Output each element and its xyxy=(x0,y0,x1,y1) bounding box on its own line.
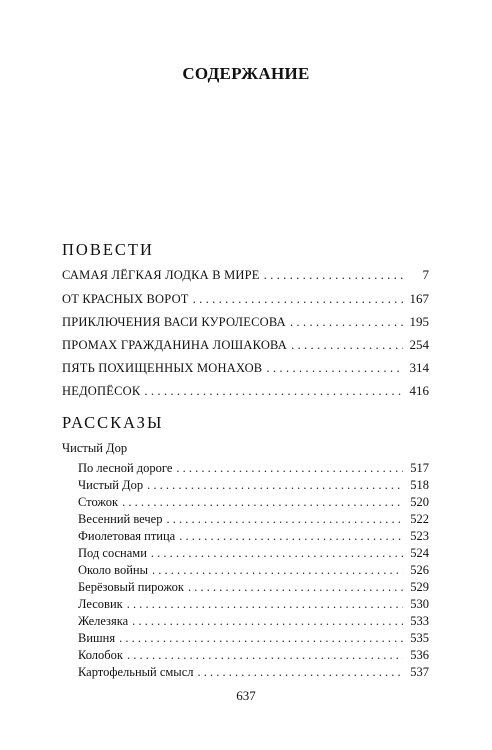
toc-entry-title: ПЯТЬ ПОХИЩЕННЫХ МОНАХОВ xyxy=(62,361,263,375)
toc-entry[interactable] xyxy=(78,527,429,545)
toc-entry-page: 529 xyxy=(410,580,429,594)
toc-entry-title: Вишня xyxy=(78,631,116,645)
dot-leader xyxy=(119,629,403,647)
toc-entry[interactable] xyxy=(78,595,429,613)
dot-leader xyxy=(198,663,404,681)
dot-leader xyxy=(176,459,403,477)
toc-entry[interactable] xyxy=(78,629,429,647)
toc-entry[interactable] xyxy=(78,578,429,596)
page-title: СОДЕРЖАНИЕ xyxy=(182,64,310,83)
toc-entry-page: 517 xyxy=(410,461,429,475)
dot-leader xyxy=(166,510,403,528)
toc-entry-page: 254 xyxy=(409,337,429,352)
dot-leader xyxy=(291,336,403,354)
section-heading-rasskazy: РАССКАЗЫ xyxy=(62,413,164,432)
toc-entry-page: 195 xyxy=(409,314,429,329)
toc-entry-title: Под соснами xyxy=(78,546,147,560)
dot-leader xyxy=(264,266,403,284)
page-number: 637 xyxy=(236,688,256,703)
toc-entry-page: 523 xyxy=(410,529,429,543)
toc-entry[interactable] xyxy=(78,663,429,681)
dot-leader xyxy=(266,359,403,377)
toc-entry[interactable] xyxy=(78,459,429,477)
toc-entry-title: ПРОМАХ ГРАЖДАНИНА ЛОШАКОВА xyxy=(62,338,288,352)
toc-entry[interactable] xyxy=(78,493,429,511)
toc-entry-title: Картофельный смысл xyxy=(78,665,194,679)
toc-entry-page: 167 xyxy=(409,291,429,306)
subsection-heading: Чистый Дор xyxy=(62,441,128,455)
toc-entry[interactable] xyxy=(78,510,429,528)
toc-entry-page: 537 xyxy=(410,665,429,679)
dot-leader xyxy=(152,561,403,579)
toc-entry[interactable] xyxy=(62,290,429,308)
dot-leader xyxy=(193,290,403,308)
toc-entry-title: Около войны xyxy=(78,563,149,577)
toc-entry-page: 314 xyxy=(409,360,429,375)
toc-entry-page: 416 xyxy=(409,383,429,398)
toc-entry-title: НЕДОПЁСОК xyxy=(62,384,141,398)
toc-entry[interactable] xyxy=(62,336,429,354)
toc-entry-page: 530 xyxy=(410,597,429,611)
toc-entry-page: 524 xyxy=(410,546,429,560)
dot-leader xyxy=(179,527,403,545)
toc-entry-page: 520 xyxy=(410,495,429,509)
section-heading-povesti: ПОВЕСТИ xyxy=(62,240,154,259)
dot-leader xyxy=(144,382,403,400)
dot-leader xyxy=(122,493,403,511)
toc-entry[interactable] xyxy=(62,313,429,331)
toc-entry-title: Весенний вечер xyxy=(78,512,163,526)
toc-entry[interactable] xyxy=(78,544,429,562)
dot-leader xyxy=(127,595,403,613)
toc-entry[interactable] xyxy=(78,612,429,630)
toc-entry-page: 535 xyxy=(410,631,429,645)
dot-leader xyxy=(132,612,403,630)
toc-entry-title: САМАЯ ЛЁГКАЯ ЛОДКА В МИРЕ xyxy=(62,268,260,282)
dot-leader xyxy=(127,646,403,664)
toc-entry-title: Железяка xyxy=(78,614,129,628)
toc-entry-title: Колобок xyxy=(78,648,123,662)
toc-entry[interactable] xyxy=(78,646,429,664)
toc-entry-page: 518 xyxy=(410,478,429,492)
toc-entry-page: 533 xyxy=(410,614,429,628)
toc-entry-title: По лесной дороге xyxy=(78,461,173,475)
toc-entry[interactable] xyxy=(62,382,429,400)
toc-entry-title: ОТ КРАСНЫХ ВОРОТ xyxy=(62,292,189,306)
toc-entry-title: Лесовик xyxy=(78,597,123,611)
toc-entry-title: Берёзовый пирожок xyxy=(78,580,184,594)
toc-entry-title: Чистый Дор xyxy=(78,478,144,492)
dot-leader xyxy=(147,476,403,494)
dot-leader xyxy=(151,544,403,562)
toc-entry-page: 526 xyxy=(410,563,429,577)
toc-entry[interactable] xyxy=(78,561,429,579)
toc-entry[interactable] xyxy=(78,476,429,494)
toc-entry-title: Стожок xyxy=(78,495,119,509)
toc-entry-page: 536 xyxy=(410,648,429,662)
toc-entry-title: Фиолетовая птица xyxy=(78,529,176,543)
toc-entry[interactable] xyxy=(62,266,429,284)
dot-leader xyxy=(188,578,403,596)
toc-entry-title: ПРИКЛЮЧЕНИЯ ВАСИ КУРОЛЕСОВА xyxy=(62,315,286,329)
toc-entry-page: 7 xyxy=(422,267,429,282)
dot-leader xyxy=(290,313,403,331)
toc-entry[interactable] xyxy=(62,359,429,377)
toc-entry-page: 522 xyxy=(410,512,429,526)
